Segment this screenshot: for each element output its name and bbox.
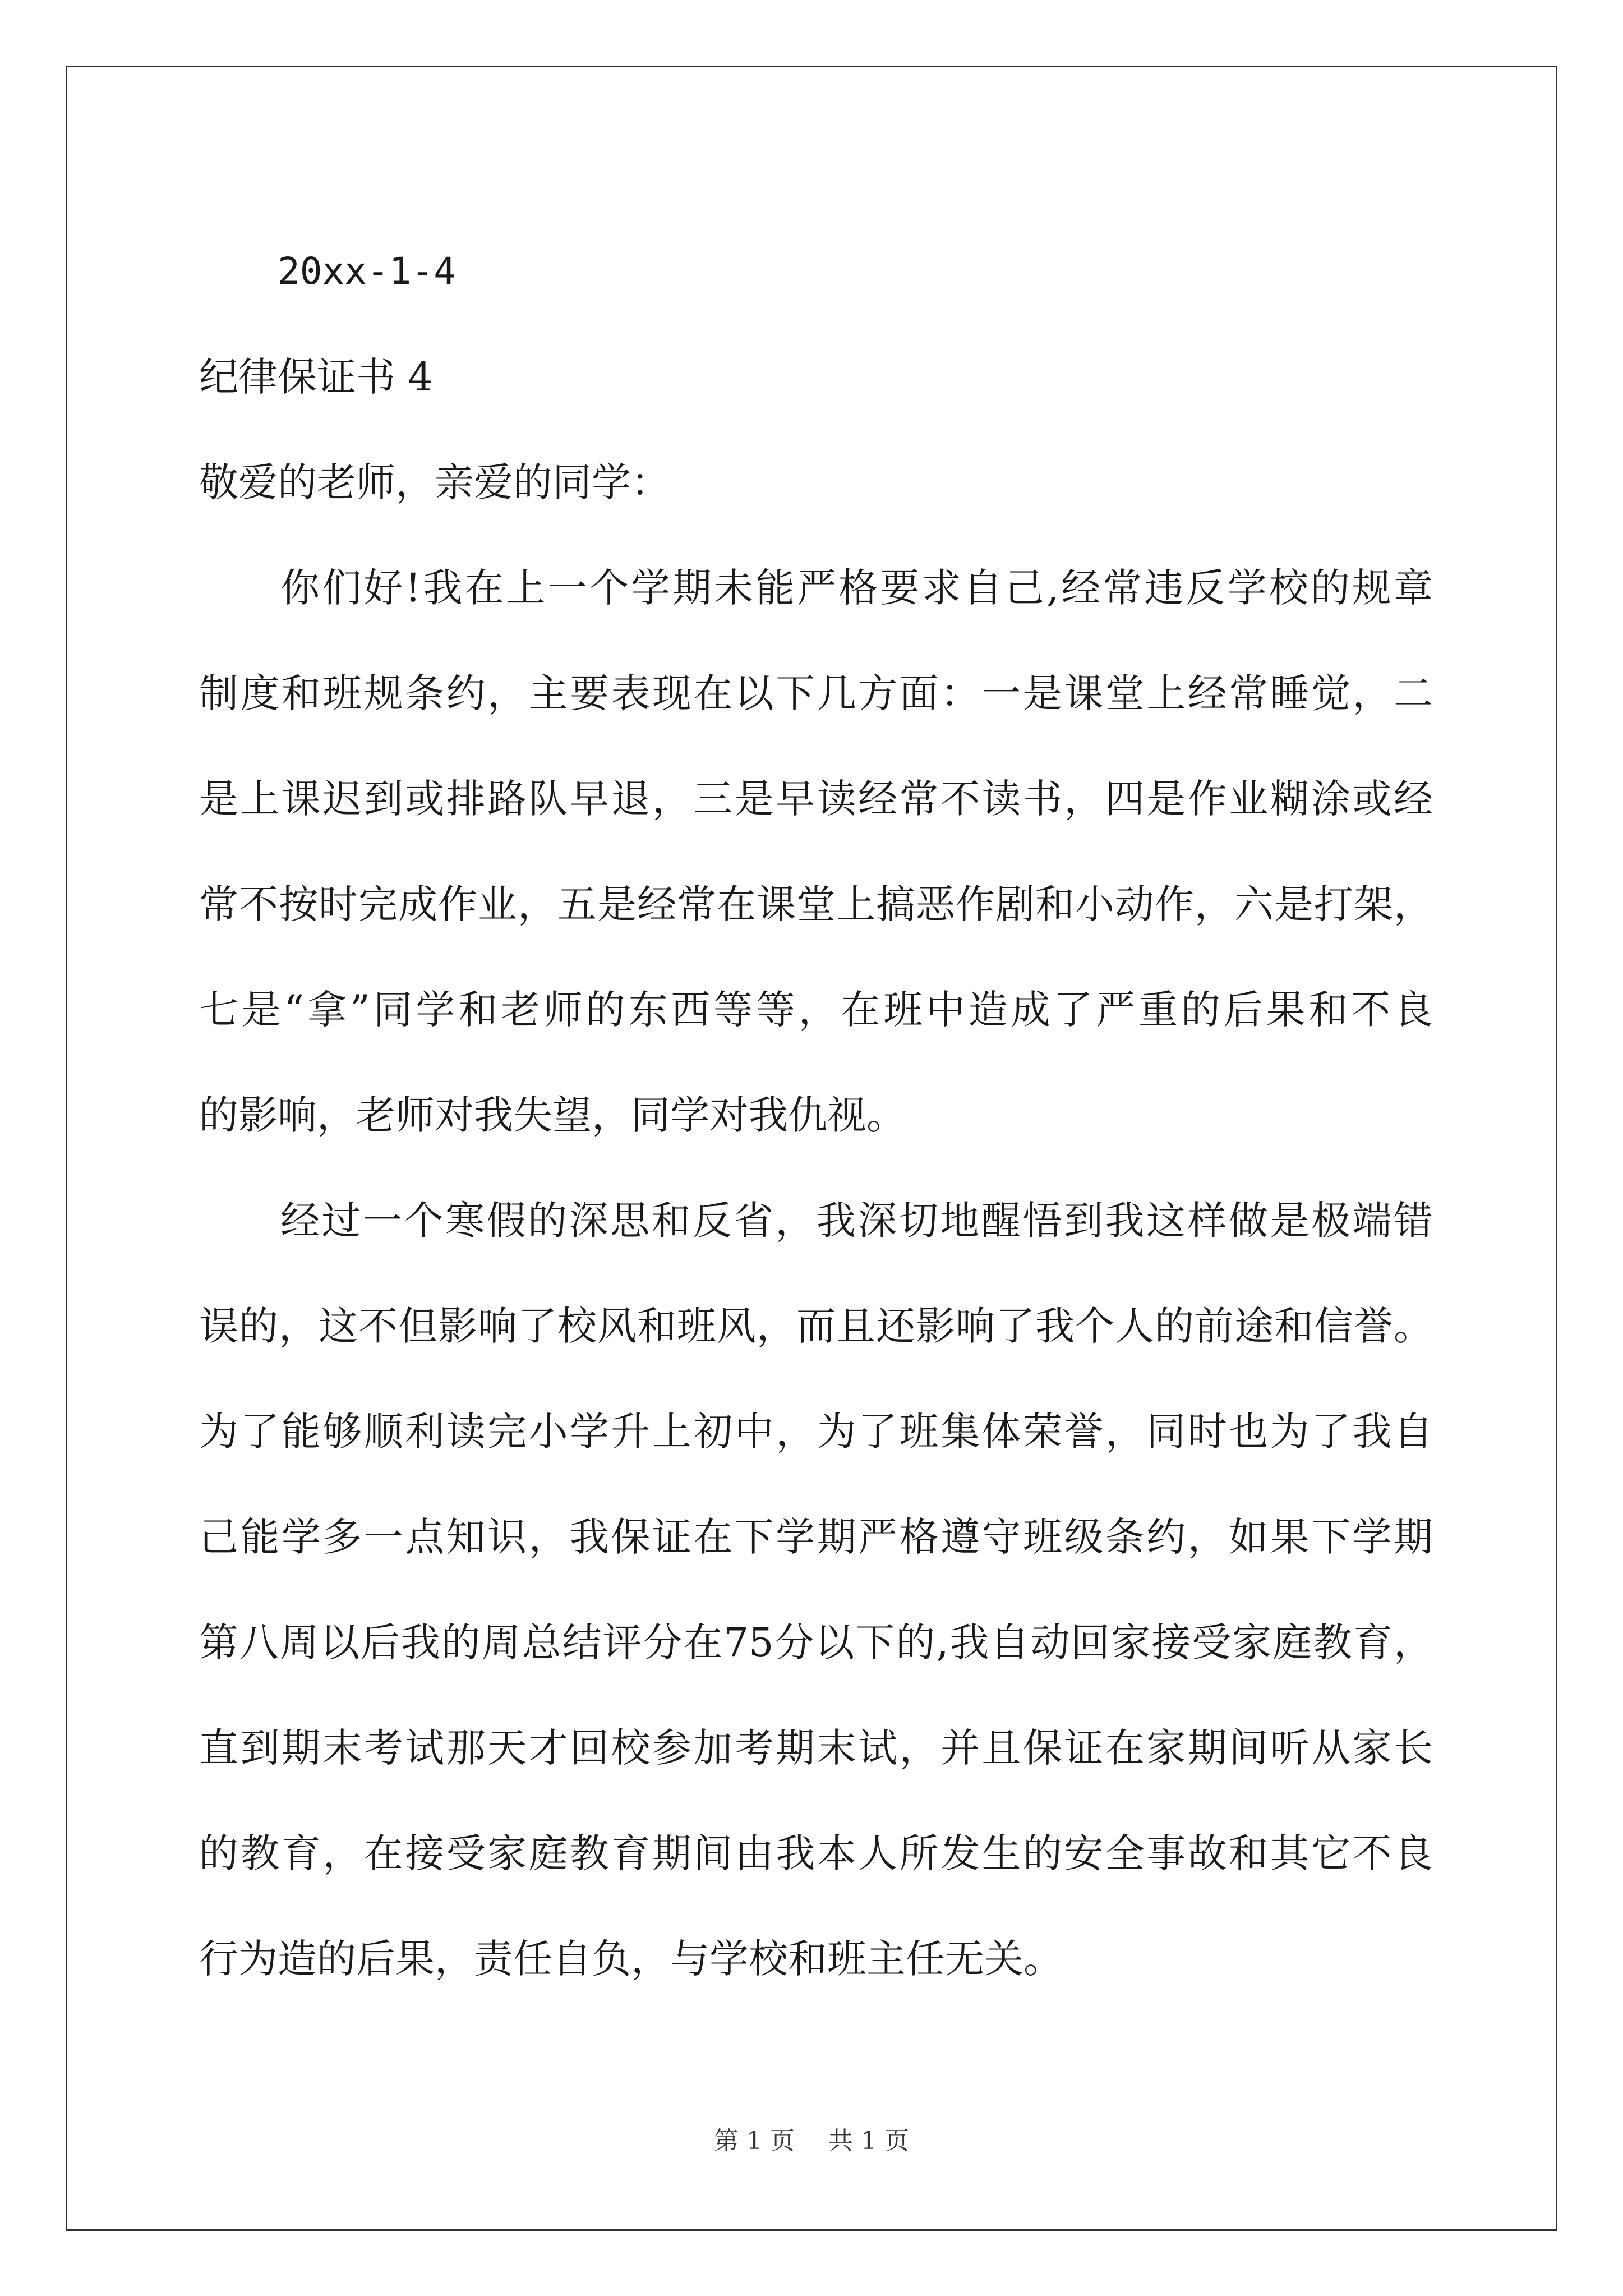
- paragraph-1-line-4: 常不按时完成作业，五是经常在课堂上搞恶作剧和小动作，六是打架，: [199, 881, 1433, 927]
- document-title: 纪律保证书 4: [199, 354, 433, 400]
- paragraph-2-line-2: 误的，这不但影响了校风和班风，而且还影响了我个人的前途和信誉。: [199, 1303, 1433, 1349]
- document-date: 20xx-1-4: [278, 250, 456, 293]
- paragraph-1-line-3: 是上课迟到或排路队早退，三是早读经常不读书，四是作业糊涂或经: [199, 776, 1433, 822]
- page-footer: [0, 2120, 1623, 2156]
- paragraph-2-line-6: 直到期末考试那天才回校参加考期末试，并且保证在家期间听从家长: [199, 1725, 1433, 1771]
- paragraph-2-line-4: 己能学多一点知识，我保证在下学期严格遵守班级条约，如果下学期: [199, 1514, 1433, 1560]
- paragraph-2-line-7: 的教育，在接受家庭教育期间由我本人所发生的安全事故和其它不良: [199, 1830, 1433, 1876]
- paragraph-2-line-1: 经过一个寒假的深思和反省，我深切地醒悟到我这样做是极端错: [280, 1198, 1433, 1244]
- page-number: 第 1 页: [714, 2127, 795, 2155]
- paragraph-2-line-8: 行为造的后果，责任自负，与学校和班主任无关。: [199, 1936, 1063, 1982]
- paragraph-1-line-5: 七是“拿”同学和老师的东西等等，在班中造成了严重的后果和不良: [199, 987, 1433, 1033]
- salutation: 敬爱的老师，亲爱的同学：: [199, 459, 670, 505]
- paragraph-1-line-2: 制度和班规条约，主要表现在以下几方面：一是课堂上经常睡觉，二: [199, 670, 1433, 716]
- paragraph-1-line-6: 的影响，老师对我失望，同学对我仇视。: [199, 1092, 906, 1138]
- paragraph-2-line-3: 为了能够顺利读完小学升上初中，为了班集体荣誉，同时也为了我自: [199, 1409, 1433, 1455]
- page-total: 共 1 页: [828, 2127, 909, 2155]
- paragraph-2-line-5: 第八周以后我的周总结评分在75分以下的,我自动回家接受家庭教育，: [199, 1619, 1433, 1665]
- document-body: [199, 219, 1433, 2012]
- paragraph-1-line-1: 你们好!我在上一个学期未能严格要求自己,经常违反学校的规章: [280, 565, 1433, 611]
